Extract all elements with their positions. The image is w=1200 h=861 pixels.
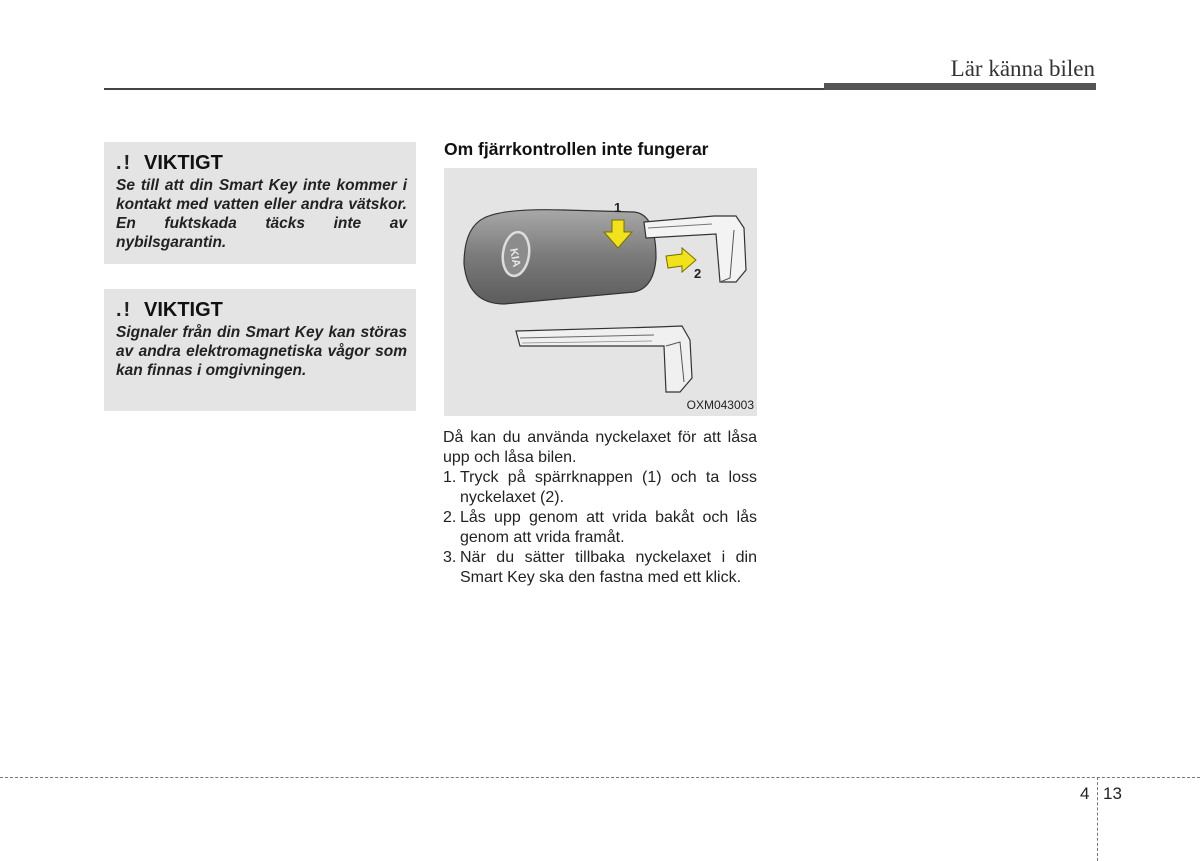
header-title: Lär känna bilen [950, 56, 1095, 81]
step-item [443, 468, 757, 508]
chapter-number: 4 [1080, 784, 1090, 803]
warning-box-water [104, 142, 416, 264]
warning-text: Se till att din Smart Key inte kommer i kontakt med vatten eller andra vätskor. En fuktskada täcks inte av nybilsgarantin. [116, 177, 407, 251]
key-blade-icon [516, 326, 692, 392]
step-number: 1. [443, 469, 457, 486]
section-heading: Om fjärrkontrollen inte fungerar [444, 139, 709, 159]
smart-key-figure [444, 168, 757, 416]
step-item [443, 508, 757, 548]
step-text: När du sätter tillbaka nyckelaxet i din Smart Key ska den fastna med ett klick. [460, 549, 757, 586]
footer-vertical-divider [1097, 777, 1098, 861]
warning-icon: .! [116, 152, 133, 174]
header-bar [824, 83, 1096, 90]
right-arrow-icon [666, 248, 696, 272]
instructions [443, 428, 757, 588]
warning-title: VIKTIGT [144, 152, 223, 174]
step-text: Lås upp genom att vrida bakåt och lås genom att vrida framåt. [460, 509, 757, 546]
warning-icon: .! [116, 299, 133, 321]
footer-divider [0, 777, 1200, 778]
step-number: 3. [443, 549, 457, 566]
figure-code: OXM043003 [686, 398, 754, 412]
step-item [443, 548, 757, 588]
callout-1: 1 [614, 200, 622, 215]
page-number: 13 [1103, 784, 1122, 803]
intro-text: Då kan du använda nyckelaxet för att låsa upp och låsa bilen. [443, 429, 757, 466]
smart-key-illustration [444, 168, 757, 416]
smart-key-body-icon [464, 210, 656, 304]
warning-title: VIKTIGT [144, 299, 223, 321]
kia-logo-text: KIA [507, 247, 523, 269]
step-number: 2. [443, 509, 457, 526]
warning-box-interference [104, 289, 416, 411]
warning-text: Signaler från din Smart Key kan störas av andra elektromagnetiska vågor som kan finnas i omgivningen. [116, 324, 407, 379]
header-rule [104, 88, 824, 90]
step-text: Tryck på spärrknappen (1) och ta loss nyckelaxet (2). [460, 469, 757, 506]
callout-2: 2 [694, 266, 702, 281]
